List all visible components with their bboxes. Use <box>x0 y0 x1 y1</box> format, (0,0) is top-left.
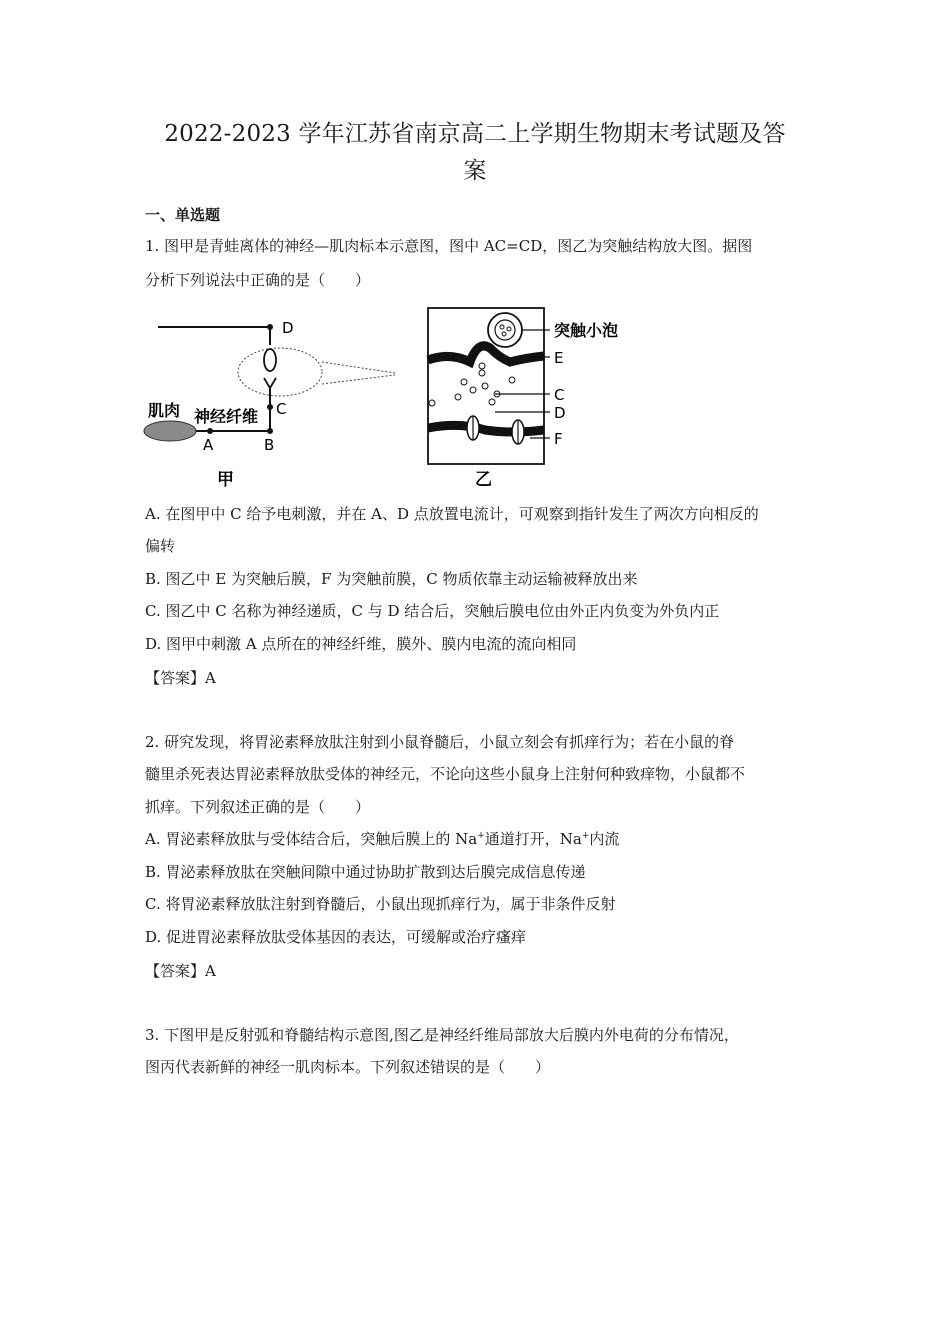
caption-yi: 乙 <box>475 470 492 490</box>
na-superscript-2: + <box>581 831 590 841</box>
label-d-yi: D <box>554 404 566 422</box>
caption-jia: 甲 <box>217 470 234 490</box>
label-c: C <box>276 400 287 418</box>
q2-option-a-part-2: 通道打开，Na <box>484 830 582 848</box>
q2-option-c: C. 将胃泌素释放肽注射到脊髓后，小鼠出现抓痒行为，属于非条件反射 <box>145 895 616 913</box>
q1-stem-line-2: 分析下列说法中正确的是（ ） <box>145 271 371 289</box>
synapse-diagram <box>140 300 640 500</box>
q3-stem-line-2: 图丙代表新鲜的神经一肌肉标本。下列叙述错误的是（ ） <box>145 1058 551 1076</box>
label-b: B <box>264 436 275 454</box>
q2-stem-line-3: 抓痒。下列叙述正确的是（ ） <box>145 798 371 816</box>
na-superscript-1: + <box>477 831 485 841</box>
q1-answer: 【答案】A <box>145 669 216 687</box>
q2-answer: 【答案】A <box>145 962 216 980</box>
figure-yi <box>428 308 618 490</box>
q2-stem-line-2: 髓里杀死表达胃泌素释放肽受体的神经元，不论向这些小鼠身上注射何种致痒物，小鼠都不 <box>145 765 746 783</box>
title-line-1: 2022-2023 学年江苏省南京高二上学期生物期末考试题及答 <box>164 121 786 147</box>
figure-jia <box>144 319 395 490</box>
q2-option-a <box>145 829 810 849</box>
label-c-yi: C <box>554 386 565 404</box>
label-synaptic-vesicle: 突触小泡 <box>554 321 619 340</box>
q2-stem-line-1: 2. 研究发现，将胃泌素释放肽注射到小鼠脊髓后，小鼠立刻会有抓痒行为；若在小鼠的脊 <box>145 733 735 751</box>
q1-option-a-line-1: A. 在图甲中 C 给予电刺激，并在 A、D 点放置电流计，可观察到指针发生了两次方向相反的 <box>145 505 759 523</box>
q1-option-a-line-2: 偏转 <box>145 537 176 555</box>
label-nerve-fiber: 神经纤维 <box>194 407 259 426</box>
q1-option-b: B. 图乙中 E 为突触后膜，F 为突触前膜，C 物质依靠主动运输被释放出来 <box>145 570 638 588</box>
q1-option-c: C. 图乙中 C 名称为神经递质，C 与 D 结合后，突触后膜电位由外正内负变为外负内正 <box>145 602 720 620</box>
label-muscle: 肌肉 <box>148 401 181 420</box>
label-e: E <box>554 349 564 367</box>
q2-option-a-part-3: 内流 <box>589 830 620 848</box>
q2-option-b: B. 胃泌素释放肽在突触间隙中通过协助扩散到达后膜完成信息传递 <box>145 863 586 881</box>
q1-figure <box>140 300 640 504</box>
q3-stem-line-1: 3. 下图甲是反射弧和脊髓结构示意图,图乙是神经纤维局部放大后膜内外电荷的分布情况， <box>145 1026 739 1044</box>
title-line-2: 案 <box>463 158 487 184</box>
label-a: A <box>203 436 214 454</box>
label-f: F <box>554 430 563 448</box>
q2-option-a-part-1: A. 胃泌素释放肽与受体结合后，突触后膜上的 Na <box>145 830 478 848</box>
q2-option-d: D. 促进胃泌素释放肽受体基因的表达，可缓解或治疗瘙痒 <box>145 928 527 946</box>
q1-option-d: D. 图甲中刺激 A 点所在的神经纤维，膜外、膜内电流的流向相同 <box>145 635 577 653</box>
section-heading: 一、单选题 <box>145 206 221 224</box>
document-title <box>140 116 810 190</box>
q1-stem-line-1: 1. 图甲是青蛙离体的神经—肌肉标本示意图，图中 AC=CD，图乙为突触结构放大图。据图 <box>145 237 753 255</box>
label-d: D <box>282 319 294 337</box>
